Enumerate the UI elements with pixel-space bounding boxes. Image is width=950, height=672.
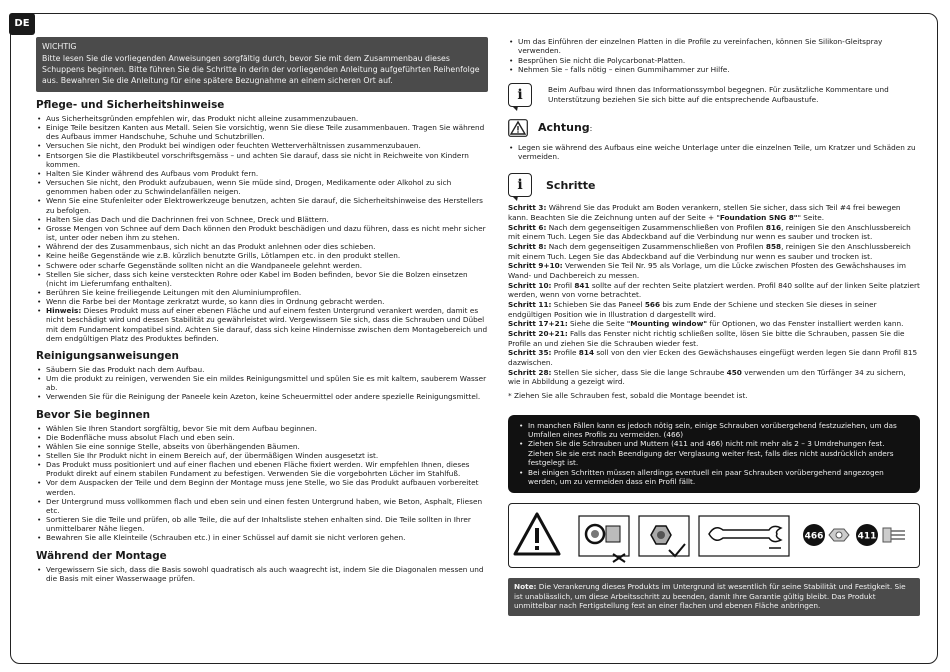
pictogram-svg <box>509 504 918 566</box>
list-item: • Die Bodenfläche muss absolut Flach und eben sein. <box>36 433 488 442</box>
step-item: Schritt 8: Nach dem gegenseitigen Zusammenschließen von Profilen 858, reinigen Sie den Anschlussbereich mit einem Tuch. Legen Sie das Abdeckband auf die Verbindung nur wenn es sauber und trocken ist. <box>508 242 911 261</box>
list-item: • Grosse Mengen von Schnee auf dem Dach können den Produkt beschädigen und dazu führen, dass es nicht mehr sicher ist, unter oder neben ihm zu stehen. <box>36 224 488 242</box>
list-item: • Wenn Sie eine Stufenleiter oder Elektrowerkzeuge benutzen, achten Sie darauf, die Sicherheitshinweise des Herstellers zu befolgen. <box>36 196 488 214</box>
list-item: • Bei einigen Schritten müssen allerdings eventuell ein paar Schrauben vorübergehend angezogen werden, um zu vermeiden dass ein Profil fällt. <box>518 468 910 487</box>
nut-bolt-crossed-icon <box>579 516 629 562</box>
list-item: • Besprühen Sie nicht die Polycarbonat-Platten. <box>508 56 920 65</box>
step-item: Schritt 20+21: Falls das Fenster nicht richtig schließen sollte, lösen Sie bitte die Schrauben, passen Sie die Profile an und ziehen Sie die Schrauben wieder fest. <box>508 328 905 348</box>
important-text: Bitte lesen Sie die vorliegenden Anweisungen sorgfältig durch, bevor Sie mit dem Zusammenbau dieses Schuppens beginnen. Bitte führen Sie die Schritte in derin der vorliegenden Anleitung aufgeführten Reihenfolge aus. Bewahren Sie die Anleitung für eine spätere Bezugnahme an einem sicheren Ort auf. <box>42 54 480 85</box>
list-item: • Versuchen Sie nicht, den Produkt bei windigen oder feuchten Wetterverhältnissen zusammenzubauen. <box>36 141 488 150</box>
step-item: Schritt 9+10: Verwenden Sie Teil Nr. 95 als Vorlage, um die Lücke zwischen Pfosten des Gewächshauses im Wand- und Dachbereich zu messen. <box>508 261 907 281</box>
svg-text:466: 466 <box>804 531 824 542</box>
list-item: • Stellen Sie Ihr Produkt nicht in einem Bereich auf, der übermäßigen Winden ausgesetzt ist. <box>36 451 488 460</box>
before-list <box>36 424 488 543</box>
list-item: • Stellen Sie sicher, dass sich keine versteckten Rohre oder Kabel im Boden befinden, bevor Sie die Bolzen einsetzen (nicht im Lieferumfang enthalten). <box>36 270 488 288</box>
list-item: • Ziehen Sie die Schrauben und Muttern (411 and 466) nicht mit mehr als 2 – 3 Umdrehungen fest. Ziehen Sie sie erst nach Beendigung der Verglasung weiter fest, falls dies nicht ausdrücklich anders festgelegt ist. <box>518 439 910 467</box>
assembly-list-left <box>36 565 488 583</box>
warning-triangle-icon <box>515 514 559 554</box>
note-text: Die Verankerung dieses Produkts im Untergrund ist wesentlich für seine Stabilität und Festigkeit. Sie ist unablässlich, um diese Arbeitsschritt zu beenden, damit Ihre Garantie gültig bleibt. Das Produkt unmittelbar nach Fertigstellung fest an einer flachen und ebenen Fläche anbringen. <box>514 582 906 611</box>
hint-label: Hinweis: <box>46 306 82 316</box>
assembly-list-right <box>508 37 920 75</box>
list-item: • Um die produkt zu reinigen, verwenden Sie ein mildes Reinigungsmittel und spülen Sie es mit kaltem, sauberem Wasser ab. <box>36 374 488 392</box>
care-list <box>36 114 488 343</box>
pictogram-panel <box>508 503 920 568</box>
list-item: • Wählen Sie eine sonnige Stelle, abseits von überhängenden Bäumen. <box>36 442 488 451</box>
list-item: • Berühren Sie keine freiliegende Leitungen mit den Aluminiumprofilen. <box>36 288 488 297</box>
list-item: • Halten Sie das Dach und die Dachrinnen frei von Schnee, Dreck und Blättern. <box>36 215 488 224</box>
steps-list <box>508 203 920 400</box>
step-item: Schritt 6: Nach dem gegenseitigen Zusammenschließen von Profilen 816, reinigen Sie den Anschlussbereich mit einem Tuch. Legen Sie das Abdeckband auf die Verbindung nur wenn es sauber und trocken ist. <box>508 222 911 242</box>
step-item: Schritt 11: Schieben Sie das Paneel 566 bis zum Ende der Schiene und stecken Sie dieses in seiner endgültigen Position wie in Illustration d dargestellt wird. <box>508 300 877 319</box>
list-item: • Sortieren Sie die Teile und prüfen, ob alle Teile, die auf der Inhaltsliste stehen enhalten sind. Die Teile sollten in Ihrer unmittelbarer Nähe liegen. <box>36 515 488 533</box>
attention-list <box>508 143 920 162</box>
warning-triangle-icon <box>508 119 528 137</box>
important-box <box>36 37 488 92</box>
attention-header <box>508 119 920 137</box>
info-block <box>508 83 920 107</box>
assembly-heading: Während der Montage <box>36 549 167 562</box>
steps-heading: Schritte <box>546 178 596 192</box>
list-item: • Das Produkt muss positioniert und auf einer flachen und ebenen Fläche fixiert werden. Wir empfehlen Ihnen, dieses Produkt direkt auf einem stabilen Fundament zu befestigen. Verwenden Sie die vorgebohrten Löcher im Stahlfuß. <box>36 460 488 478</box>
note-box <box>508 578 920 616</box>
list-item: • Vor dem Auspacken der Teile und dem Beginn der Montage muss jene Stelle, wo Sie das Produkt aufbauen vorbereitet werden. <box>36 478 488 496</box>
attention-heading: Achtung: <box>538 121 593 135</box>
hint-item <box>36 306 488 343</box>
list-item: • Einige Teile besitzen Kanten aus Metall. Seien Sie vorsichtig, wenn Sie diese Teile zusammenbauen. Tragen Sie während des Aufbaus immer Handschuhe, Schuhe und Schutzbrillen. <box>36 123 488 141</box>
list-item: • Schwere oder scharfe Gegenstände sollten nicht an die Wandpaneele gelehnt werden. <box>36 261 488 270</box>
right-column <box>508 37 920 616</box>
part-411-badge <box>856 524 878 546</box>
list-item: • Der Untergrund muss vollkommen flach und eben sein und einen festen Untergrund haben, wie Beton, Asphalt, Fliesen etc. <box>36 497 488 515</box>
cleaning-heading: Reinigungsanweisungen <box>36 349 179 362</box>
step-item: Schritt 28: Stellen Sie sicher, dass Sie die lange Schraube 450 verwenden um den Türfänger 34 zu sichern, wie in Abbildung a gezeigt wird. <box>508 367 906 387</box>
list-item: • Während der des Zusammenbaus, sich nicht an das Produkt anlehnen oder dies schieben. <box>36 242 488 251</box>
important-title: WICHTIG <box>42 42 77 51</box>
list-item: • Säubern Sie das Produkt nach dem Aufbau. <box>36 365 488 374</box>
list-item: • Um das Einführen der einzelnen Platten in die Profile zu vereinfachen, können Sie Silikon-Gleitspray verwenden. <box>508 37 920 56</box>
list-item: • Vergewissern Sie sich, dass die Basis sowohl quadratisch als auch waagrecht ist, indem Sie die Diagonalen messen und die Basis mit einer Wasserwaage prüfen. <box>36 565 488 583</box>
hint-text: Dieses Produkt muss auf einer ebenen Fläche und auf einem festen Untergrund verankert werden, damit es nicht beschädigt wird und dessen Stabilität zu gewährleistet wird. Vergewissern Sie sich, dass die Schrauben und Dübel mit dem Fundament kompatibel sind. Achten Sie darauf, dass sich keine Hindernisse zwischen dem Montagebereich und dem endgültigen Platz des Produktes befinden. <box>46 306 488 343</box>
list-item: • Wenn die Farbe bei der Montage zerkratzt wurde, so kann dies in Ordnung gebracht werden. <box>36 297 488 306</box>
step-item: Schritt 17+21: Siehe die Seite "Mounting window" für Optionen, wo das Fenster installiert werden kann. <box>508 319 904 329</box>
wrench-icon <box>699 516 789 556</box>
cleaning-list <box>36 365 488 402</box>
svg-text:411: 411 <box>857 531 877 542</box>
list-item: • Nehmen Sie – falls nötig – einen Gummihammer zur Hilfe. <box>508 65 920 74</box>
left-column <box>36 37 488 583</box>
steps-header <box>508 173 920 197</box>
screws-notice-box <box>508 415 920 494</box>
list-item: • Entsorgen Sie die Plastikbeutel vorschriftsgemäss – und achten Sie darauf, dass sie nicht in Reichweite von Kindern kommen. <box>36 151 488 169</box>
list-item: • Wählen Sie Ihren Standort sorgfältig, bevor Sie mit dem Aufbau beginnen. <box>36 424 488 433</box>
info-icon: i <box>508 83 532 107</box>
part-466-badge <box>803 524 825 546</box>
list-item: • Keine heiße Gegenstände wie z.B. kürzlich benutzte Grills, Lötlampen etc. in den produkt stellen. <box>36 251 488 260</box>
list-item: • Aus Sicherheitsgründen empfehlen wir, das Produkt nicht alleine zusammenzubauen. <box>36 114 488 123</box>
info-text: Beim Aufbau wird Ihnen das Informationssymbol begegnen. Für zusätzliche Kommentare und Unterstützung beziehen Sie sich bitte auf die entsprechende Aufbaustufe. <box>548 84 889 105</box>
nut-icon <box>829 529 849 541</box>
step-item: Schritt 35: Profile 814 soll von den vier Ecken des Gewächshauses eingefügt werden legen Sie dann Profil 815 dazwischen. <box>508 348 918 367</box>
steps-footnote: * Ziehen Sie alle Schrauben fest, sobald die Montage beendet ist. <box>508 390 748 400</box>
info-icon: i <box>508 173 532 197</box>
care-heading: Pflege- und Sicherheitshinweise <box>36 99 225 111</box>
list-item: • Versuchen Sie nicht, den Produkt aufzubauen, wenn Sie müde sind, Drogen, Medikamente oder Alkohol zu sich genommen haben oder zu Schwindelanfällen neigen. <box>36 178 488 196</box>
list-item: • Legen sie während des Aufbaus eine weiche Unterlage unter die einzelnen Teile, um Kratzer und Schäden zu vermeiden. <box>508 143 920 162</box>
list-item: • Halten Sie Kinder während des Aufbaus vom Produkt fern. <box>36 169 488 178</box>
before-heading: Bevor Sie beginnen <box>36 408 151 421</box>
step-item: Schritt 3: Während Sie das Produkt am Boden verankern, stellen Sie sicher, dass sich Teil #4 frei bewegen kann. Beachten Sie die Zeichnung unten auf der Seite + "Foundation SNG 8"" Seite. <box>508 203 901 223</box>
bolt-icon <box>883 528 905 542</box>
socket-tighten-icon <box>639 516 689 556</box>
list-item: • In manchen Fällen kann es jedoch nötig sein, einige Schrauben vorübergehend festzuziehen, um das Umfallen eines Profils zu vermeiden. (466) <box>518 421 910 440</box>
note-label: Note: <box>514 582 537 592</box>
screws-notice-list <box>518 421 910 487</box>
step-item: Schritt 10: Profil 841 sollte auf der rechten Seite platziert werden. Profil 840 sollte auf der linken Seite platziert werden, wenn von vorne betrachtet. <box>508 280 920 300</box>
list-item: • Bewahren Sie alle Kleinteile (Schrauben etc.) in einer Schüssel auf damit sie nicht verloren gehen. <box>36 533 488 542</box>
list-item: • Verwenden Sie für die Reinigung der Paneele kein Azeton, keine Scheuermittel oder andere spezielle Reinigungsmittel. <box>36 392 488 401</box>
language-tab: DE <box>9 13 35 35</box>
